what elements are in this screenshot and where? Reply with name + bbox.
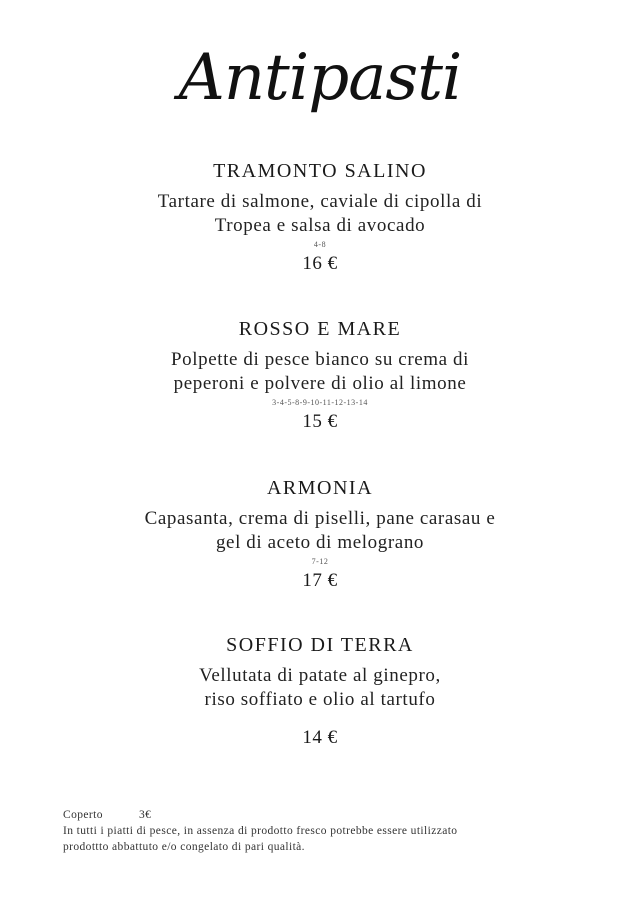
dish-price: 15 € (302, 411, 338, 432)
fish-notice-line: prodottto abbattuto e/o congelato di pari qualità. (63, 841, 305, 853)
dish-description (0, 348, 640, 396)
dish-description-line: Tropea e salsa di avocado (214, 215, 426, 236)
dish-allergens: 4-8 (313, 240, 327, 249)
dish-card (0, 632, 640, 750)
dish-card (0, 158, 640, 276)
fish-notice-line: In tutti i piatti di pesce, in assenza di prodotto fresco potrebbe essere utilizzato (63, 825, 458, 837)
dish-description (0, 190, 640, 238)
dish-description-line: peperoni e polvere di olio al limone (173, 373, 467, 394)
cover-charge-price: 3€ (139, 809, 152, 821)
dish-description-line: riso soffiato e olio al tartufo (204, 689, 436, 710)
dish-description (0, 664, 640, 712)
dish-description (0, 507, 640, 555)
dish-description-line: Capasanta, crema di piselli, pane carasau e (144, 508, 496, 529)
dish-description-line: Tartare di salmone, caviale di cipolla di (157, 191, 483, 212)
dish-name: ROSSO E MARE (238, 318, 402, 340)
dish-price: 16 € (302, 253, 338, 274)
cover-charge-label: Coperto (63, 809, 103, 821)
dish-description-line: Polpette di pesce bianco su crema di (170, 349, 470, 370)
footer-notes (63, 807, 583, 855)
dish-allergens: 7-12 (311, 557, 329, 566)
dish-card (0, 316, 640, 434)
dish-description-line: gel di aceto di melograno (215, 532, 425, 553)
menu-title: Antipasti (178, 41, 462, 115)
dish-allergens: 3-4-5-8-9-10-11-12-13-14 (272, 398, 368, 407)
dish-card (0, 475, 640, 593)
dish-allergens (0, 714, 640, 724)
dish-price: 17 € (302, 570, 338, 591)
dish-name: SOFFIO DI TERRA (226, 634, 414, 656)
dish-name: ARMONIA (266, 477, 374, 499)
dish-name: TRAMONTO SALINO (213, 160, 427, 182)
dish-description-line: Vellutata di patate al ginepro, (199, 665, 441, 686)
cover-charge (63, 807, 583, 823)
dish-price: 14 € (302, 727, 338, 748)
